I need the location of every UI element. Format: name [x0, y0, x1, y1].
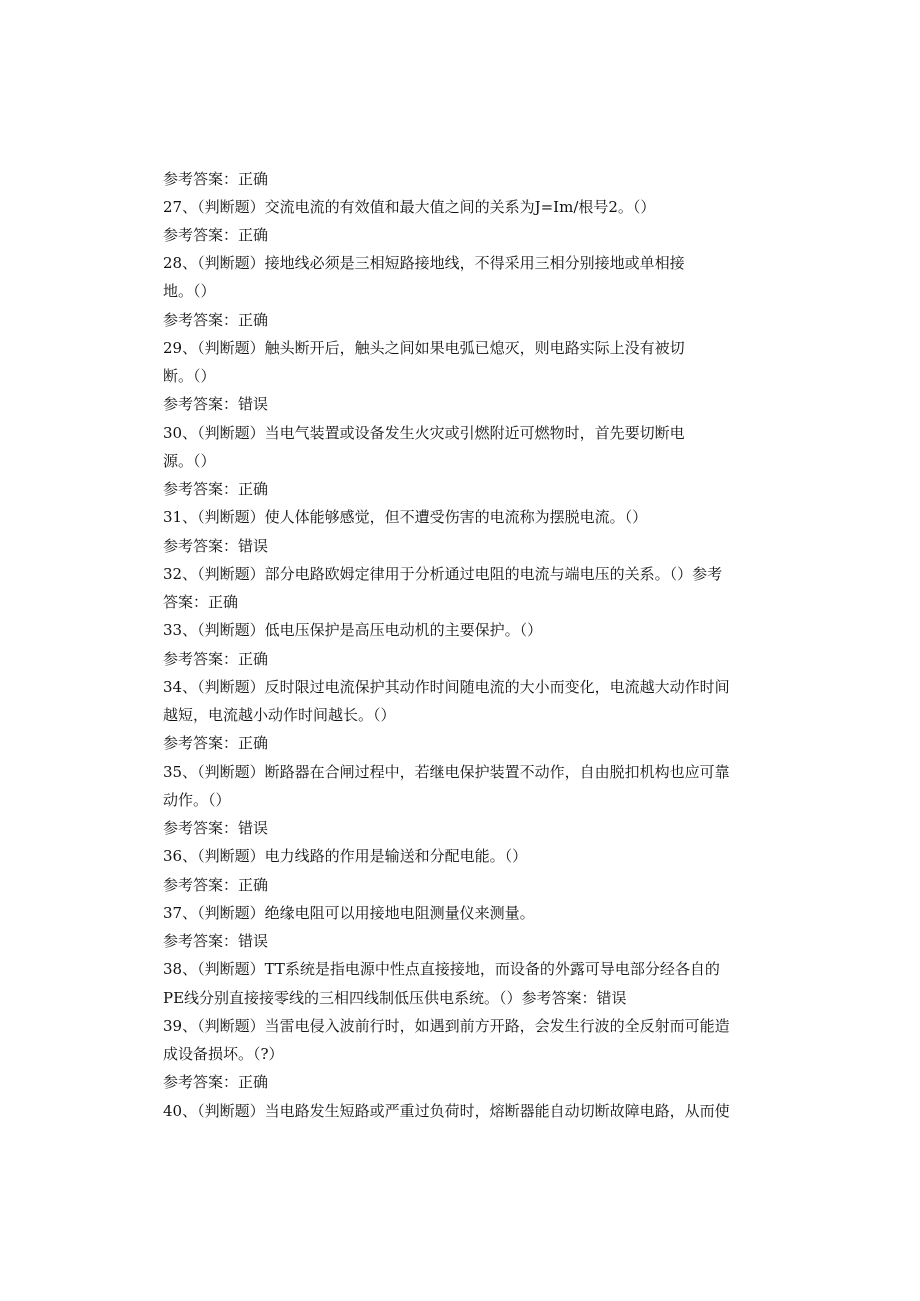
answer-line-36: 参考答案：正确 — [163, 876, 269, 894]
question-31: 31、（判断题）使人体能够感觉，但不遭受伤害的电流称为摆脱电流。（） — [163, 508, 648, 526]
question-30-line-1: 30、（判断题）当电气装置或设备发生火灾或引燃附近可燃物时，首先要切断电 — [163, 424, 685, 442]
question-27: 27、（判断题）交流电流的有效值和最大值之间的关系为J=Im/根号2。（） — [163, 198, 656, 216]
question-34-line-2: 越短，电流越小动作时间越长。（） — [163, 706, 396, 724]
question-35-line-1: 35、（判断题）断路器在合闸过程中，若继电保护装置不动作，自由脱扣机构也应可靠 — [163, 763, 730, 781]
question-40-line-1: 40、（判断题）当电路发生短路或严重过负荷时，熔断器能自动切断故障电路，从而使 — [163, 1102, 730, 1120]
answer-line-31: 参考答案：错误 — [163, 537, 269, 555]
question-30-line-2: 源。（） — [163, 452, 216, 470]
question-29-line-1: 29、（判断题）触头断开后，触头之间如果电弧已熄灭，则电路实际上没有被切 — [163, 339, 685, 357]
answer-line-26: 参考答案：正确 — [163, 170, 269, 188]
answer-line-29: 参考答案：错误 — [163, 395, 269, 413]
question-32-line-2: 答案：正确 — [163, 593, 239, 611]
question-35-line-2: 动作。（） — [163, 791, 231, 809]
question-28-line-2: 地。（） — [163, 282, 216, 300]
question-34-line-1: 34、（判断题）反时限过电流保护其动作时间随电流的大小而变化，电流越大动作时间 — [163, 678, 730, 696]
answer-line-30: 参考答案：正确 — [163, 480, 269, 498]
question-33: 33、（判断题）低电压保护是高压电动机的主要保护。（） — [163, 621, 543, 639]
question-28-line-1: 28、（判断题）接地线必须是三相短路接地线，不得采用三相分别接地或单相接 — [163, 254, 685, 272]
answer-line-27: 参考答案：正确 — [163, 226, 269, 244]
answer-line-28: 参考答案：正确 — [163, 311, 269, 329]
question-32-line-1: 32、（判断题）部分电路欧姆定律用于分析通过电阻的电流与端电压的关系。（）参考 — [163, 565, 723, 583]
answer-line-39: 参考答案：正确 — [163, 1073, 269, 1091]
answer-line-34: 参考答案：正确 — [163, 734, 269, 752]
question-38-line-1: 38、（判断题）TT系统是指电源中性点直接接地，而设备的外露可导电部分经各自的 — [163, 960, 720, 978]
answer-line-37: 参考答案：错误 — [163, 932, 269, 950]
question-36: 36、（判断题）电力线路的作用是输送和分配电能。（） — [163, 847, 528, 865]
answer-line-33: 参考答案：正确 — [163, 650, 269, 668]
question-39-line-1: 39、（判断题）当雷电侵入波前行时，如遇到前方开路，会发生行波的全反射而可能造 — [163, 1017, 730, 1035]
question-39-line-2: 成设备损坏。（?） — [163, 1045, 284, 1063]
question-37: 37、（判断题）绝缘电阻可以用接地电阻测量仪来测量。 — [163, 904, 535, 922]
question-29-line-2: 断。（） — [163, 367, 216, 385]
question-38-line-2: PE线分别直接接零线的三相四线制低压供电系统。（）参考答案：错误 — [163, 989, 627, 1007]
answer-line-35: 参考答案：错误 — [163, 819, 269, 837]
